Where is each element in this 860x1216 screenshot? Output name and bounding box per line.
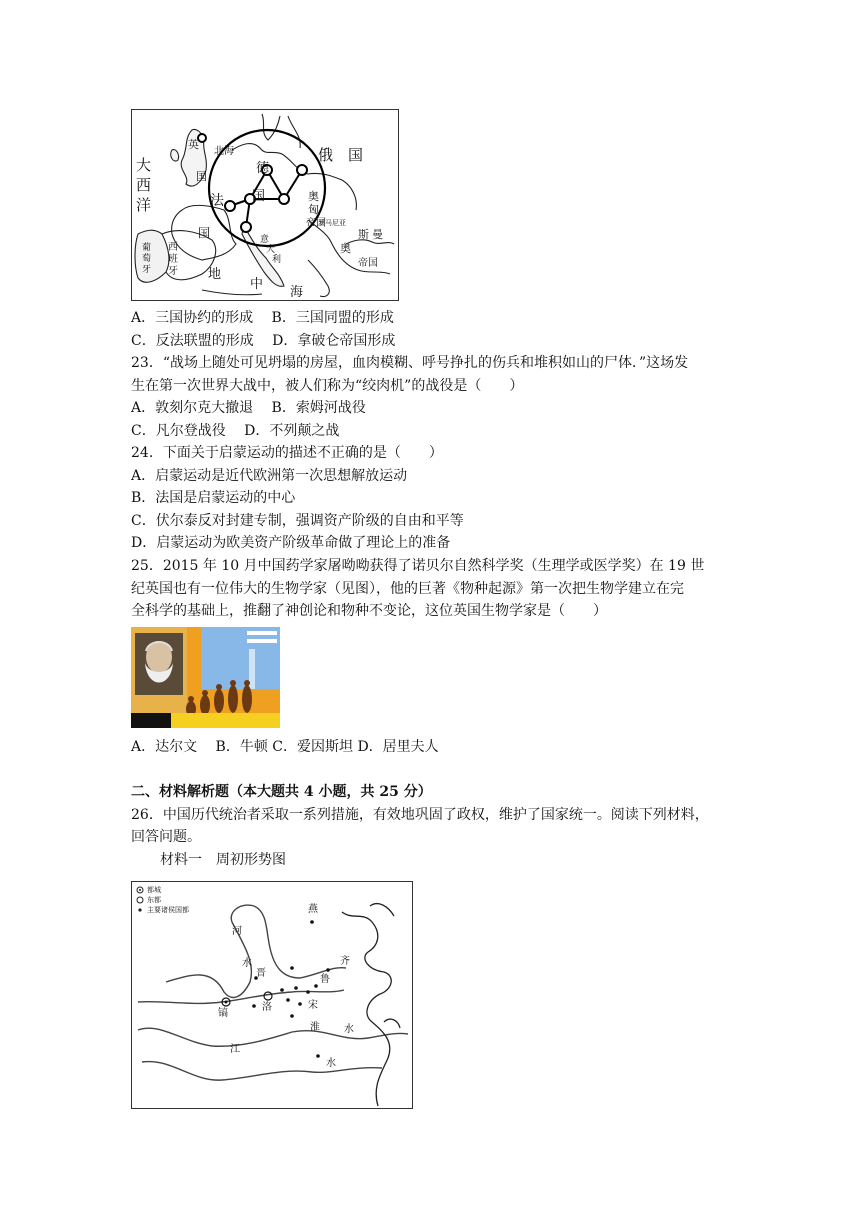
label-france: 国 — [196, 170, 207, 183]
label-huai: 淮 — [310, 1022, 320, 1033]
q22-options-row2: C．反法联盟的形成 D．拿破仑帝国形成 — [131, 333, 396, 349]
q22-options-row1: A．三国协约的形成 B．三国同盟的形成 — [131, 310, 394, 326]
label-hao: 镐 — [218, 1008, 228, 1019]
legend-vassal-icon — [138, 908, 141, 911]
label-qi: 齐 — [340, 956, 350, 967]
section-heading: 二、材料解析题（本大题共 4 小题，共 25 分） — [131, 784, 432, 800]
label-atlantic: 大 — [136, 156, 152, 174]
q26-stem-line1: 26．中国历代统治者采取一系列措施，有效地巩固了政权，维护了国家统一。阅读下列材料， — [131, 807, 709, 823]
label-spain: 班 — [168, 254, 178, 265]
label-russia: 俄 国 — [318, 146, 364, 164]
legend-capital: 都城 — [147, 886, 161, 894]
legend-east-capital-icon — [137, 897, 143, 903]
q26-material1-title: 材料一 周初形势图 — [160, 852, 286, 868]
label-yan: 燕 — [308, 904, 318, 915]
label-atlantic: 洋 — [136, 196, 152, 214]
label-italy: 大 — [266, 245, 276, 255]
label-atlantic: 西 — [136, 176, 152, 194]
q26-stem-line2: 回答问题。 — [131, 829, 201, 845]
q23-options-cd: C．凡尔登战役 D．不列颠之战 — [131, 423, 340, 439]
zhou-situation-map — [131, 881, 413, 1109]
label-luo: 洛 — [262, 1002, 272, 1013]
q23-stem-line1: 23．“战场上随处可见坍塌的房屋，血肉模糊、呼号挣扎的伤兵和堆积如山的尸体．”这场发 — [131, 355, 689, 371]
q24-option-a: A．启蒙运动是近代欧洲第一次思想解放运动 — [131, 468, 408, 484]
label-portugal: 葡 — [142, 243, 152, 253]
label-italy: 意 — [260, 235, 270, 245]
q24-option-c: C．伏尔泰反对封建专制，强调资产阶级的自由和平等 — [131, 513, 464, 529]
label-mediterranean: 海 — [290, 285, 304, 300]
label-spain: 牙 — [168, 266, 178, 277]
zhou-map-svg — [132, 882, 412, 1108]
label-romania: 罗马尼亚 — [318, 219, 346, 227]
q25-options: A．达尔文 B．牛顿 C．爱因斯坦 D．居里夫人 — [131, 739, 439, 755]
q25-stem-line1: 25．2015 年 10 月中国药学家屠呦呦获得了诺贝尔自然科学奖（生理学或医学奖）在 19 世 — [131, 558, 705, 574]
label-lu: 鲁 — [320, 974, 330, 985]
label-portugal: 萄 — [142, 254, 152, 264]
europe-alliance-map — [131, 109, 399, 301]
label-jin: 晋 — [256, 968, 266, 979]
label-shui2: 水 — [344, 1024, 354, 1035]
label-jiang: 江 — [230, 1044, 240, 1055]
label-north-sea: 北海 — [214, 146, 234, 157]
label-song: 宋 — [308, 1000, 318, 1011]
label-ottoman: 斯 — [358, 228, 369, 241]
label-mediterranean: 地 — [208, 267, 222, 282]
label-he: 河 — [232, 926, 242, 937]
q23-options-ab: A．敦刻尔克大撤退 B．索姆河战役 — [131, 400, 366, 416]
q24-stem: 24．下面关于启蒙运动的描述不正确的是（ ） — [131, 445, 443, 461]
europe-map-svg — [132, 110, 398, 300]
q24-option-d: D．启蒙运动为欧美资产阶级革命做了理论上的准备 — [131, 535, 451, 551]
label-shui3: 水 — [326, 1058, 336, 1069]
darwin-evolution-photo — [131, 627, 280, 728]
label-austria-hungary: 帝国 — [306, 218, 326, 229]
label-shui1: 水 — [242, 958, 252, 969]
label-ottoman: 曼 — [372, 228, 383, 241]
label-italy: 利 — [272, 255, 282, 265]
label-france: 法 — [210, 193, 224, 209]
east-capital-luo-icon — [264, 992, 272, 1000]
darwin-photo-svg — [131, 627, 280, 728]
label-ottoman: 奥 — [340, 242, 351, 255]
label-spain: 西 — [168, 242, 178, 253]
label-mediterranean: 中 — [250, 277, 264, 292]
label-ottoman: 帝国 — [358, 258, 378, 269]
legend-vassal: 主要诸侯国都 — [147, 906, 189, 914]
label-germany: 国 — [252, 189, 266, 204]
legend-east-capital: 东都 — [147, 896, 161, 904]
q25-stem-line3: 全科学的基础上，推翻了神创论和物种不变论，这位英国生物学家是（ ） — [131, 603, 607, 619]
q25-stem-line2: 纪英国也有一位伟大的生物学家（见图），他的巨著《物种起源》第一次把生物学建立在完 — [131, 581, 684, 597]
label-austria-hungary: 奥 — [308, 190, 319, 203]
q24-option-b: B．法国是启蒙运动的中心 — [131, 490, 296, 506]
label-austria-hungary: 匈 — [308, 203, 319, 216]
label-portugal: 牙 — [142, 265, 152, 275]
label-britain: 英 — [188, 138, 199, 151]
q23-stem-line2: 生在第一次世界大战中，被人们称为“绞肉机”的战役是（ ） — [131, 378, 524, 394]
label-germany: 德 — [256, 161, 270, 176]
label-france: 国 — [198, 226, 211, 240]
